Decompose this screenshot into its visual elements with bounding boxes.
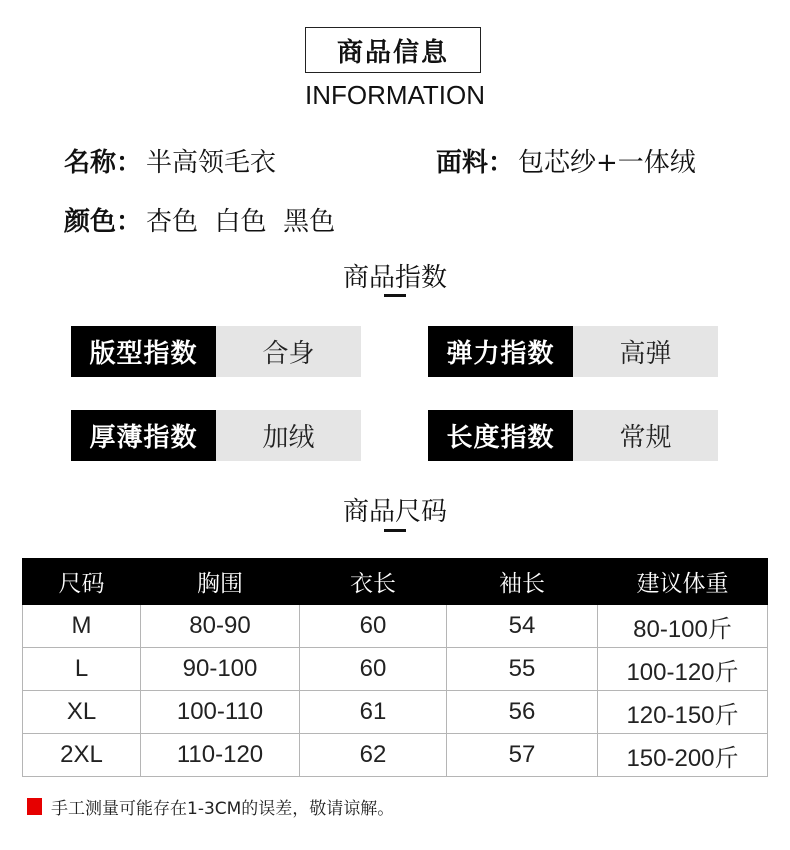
cell-weight: 120-150斤 (598, 691, 768, 734)
size-table (22, 558, 768, 777)
info-color (64, 201, 335, 238)
index-item-fit (71, 326, 361, 377)
size-table-header (23, 559, 768, 605)
cell-length: 60 (300, 648, 447, 691)
table-row (23, 605, 768, 648)
cell-sleeve: 54 (447, 605, 598, 648)
cell-sleeve: 57 (447, 734, 598, 777)
index-label: 版型指数 (71, 326, 216, 377)
cell-weight: 80-100斤 (598, 605, 768, 648)
info-fabric-value: 包芯纱+一体绒 (518, 148, 696, 178)
cell-weight: 100-120斤 (598, 648, 768, 691)
cell-chest: 80-90 (141, 605, 300, 648)
info-fabric-key: 面料： (436, 148, 515, 178)
cell-sleeve: 55 (447, 648, 598, 691)
info-fabric (436, 142, 696, 179)
col-header-weight: 建议体重 (598, 559, 768, 605)
cell-size: 2XL (23, 734, 141, 777)
index-section-underline (384, 294, 406, 297)
cell-size: XL (23, 691, 141, 734)
info-name-key: 名称： (64, 148, 143, 178)
cell-sleeve: 56 (447, 691, 598, 734)
col-header-chest: 胸围 (141, 559, 300, 605)
red-square-icon (27, 798, 42, 815)
index-label: 厚薄指数 (71, 410, 216, 461)
measurement-note (27, 794, 394, 819)
cell-chest: 100-110 (141, 691, 300, 734)
info-name (64, 142, 276, 179)
cell-size: L (23, 648, 141, 691)
index-item-elasticity (428, 326, 718, 377)
index-value: 加绒 (216, 410, 361, 461)
size-section-title: 商品尺码 (342, 497, 447, 527)
index-value: 常规 (573, 410, 718, 461)
index-label: 弹力指数 (428, 326, 573, 377)
info-color-value: 杏色 白色 黑色 (146, 207, 336, 237)
page-subtitle: INFORMATION (304, 80, 486, 110)
index-item-length (428, 410, 718, 461)
table-row (23, 691, 768, 734)
table-row (23, 734, 768, 777)
size-section-underline (384, 529, 406, 532)
note-text: 手工测量可能存在1-3CM的误差，敬请谅解。 (51, 799, 395, 819)
col-header-size: 尺码 (23, 559, 141, 605)
index-value: 合身 (216, 326, 361, 377)
page-title: 商品信息 (305, 27, 481, 73)
index-item-thickness (71, 410, 361, 461)
table-row (23, 648, 768, 691)
col-header-sleeve: 袖长 (447, 559, 598, 605)
info-color-key: 颜色： (64, 207, 143, 237)
index-label: 长度指数 (428, 410, 573, 461)
cell-chest: 110-120 (141, 734, 300, 777)
index-value: 高弹 (573, 326, 718, 377)
cell-length: 61 (300, 691, 447, 734)
cell-chest: 90-100 (141, 648, 300, 691)
index-section-title: 商品指数 (342, 263, 447, 293)
cell-length: 60 (300, 605, 447, 648)
cell-length: 62 (300, 734, 447, 777)
cell-size: M (23, 605, 141, 648)
col-header-length: 衣长 (300, 559, 447, 605)
info-name-value: 半高领毛衣 (146, 148, 277, 178)
cell-weight: 150-200斤 (598, 734, 768, 777)
